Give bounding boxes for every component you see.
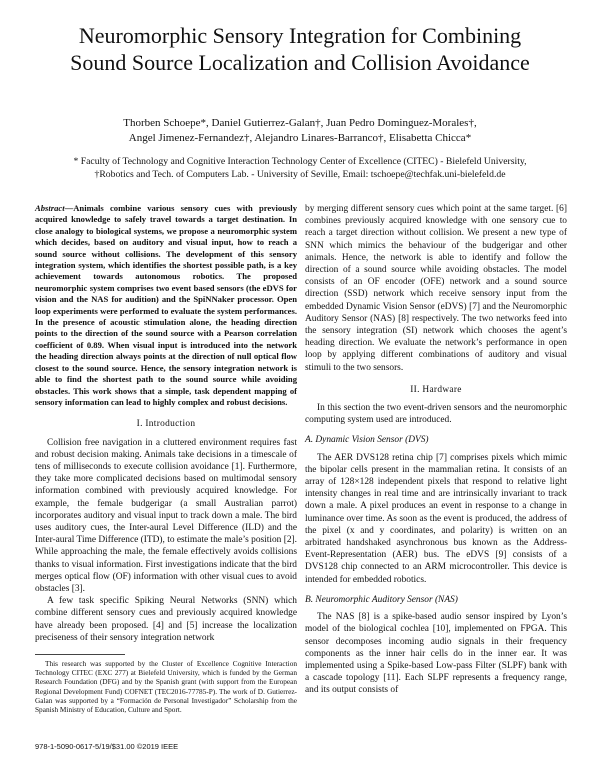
copyright-notice: 978-1-5090-0617-5/19/$31.00 ©2019 IEEE <box>35 742 179 751</box>
dvs-paragraph: The AER DVS128 retina chip [7] comprises pixels which mimic the bipolar cells present in the mammalian retina. It consists of an array of 128×128 independent pixels that respond to relative light intensity changes in real time and are intrinsically invariant to track down a male. A pixel produces an event in response to a change in luminance over time. As soon as the event is produced, the address of the pixel (x and y coordinates, and polarity) is written on an arbitrated handshaked asynchronous bus known as the Address-Event-Representation (AER) bus. The eDVS [9] consists of a DVS128 chip connected to an ARM microcontroller. This device is intended for embedded robotics. <box>305 452 567 585</box>
hardware-paragraph: In this section the two event-driven sensors and the neuromorphic computing system used are introduced. <box>305 403 567 426</box>
affiliation-line-2: †Robotics and Tech. of Computers Lab. - University of Seville, Email: tschoepe@techfak.uni-bielefeld.de <box>94 169 506 180</box>
abstract-label: Abstract <box>35 203 65 213</box>
author-list <box>0 116 600 146</box>
intro-continued-paragraph: by merging different sensory cues which point at the same target. [6] combines previously acquired knowledge with one sensory cue to reach a target direction without collision. We present a new type of SNN which mimics the behaviour of the budgerigar and other animals. Hence, the network is able to identify and follow the direction of a sound source while avoiding obstacles. The model consists of an OF encoder (OFE) network and a sound source direction (SSD) network which receive sensory input from the embedded Dynamic Vision Sensor (eDVS) [7] and the Neuromorphic Auditory Sensor (NAS) [8] respectively. The two networks feed into the sensory integration (SI) network which chooses the agent’s heading direction. We evaluate the network’s performance in open loop by applying different combinations of auditory and visual stimuli to the two sensors. <box>305 204 567 373</box>
subsection-heading-dvs: A. Dynamic Vision Sensor (DVS) <box>305 435 429 446</box>
intro-paragraph-2: A few task specific Spiking Neural Networks (SNN) which combine different sensory cues and previously acquired knowledge have already been proposed. [4] and [5] increase the localization preciseness of their sensory integration network <box>35 596 297 643</box>
affiliations <box>0 155 600 181</box>
abstract-text: —Animals combine various sensory cues with previously acquired knowledge to safely travel towards a target destination. In close analogy to biological systems, we propose a neuromorphic system which decides, based on auditory and visual input, how to reach a sound source without collisions. The development of this sensory integration system, which identifies the shortest possible path, is a key achievement towards autonomous robotics. The proposed neuromorphic system comprises two event based sensors (the eDVS for vision and the NAS for audition) and the SpiNNaker processor. Open loop experiments were performed to evaluate the system performances. In the presence of acoustic stimulation alone, the heading direction points to the direction of the sound source with a Pearson correlation coefficient of 0.89. When visual input is introduced into the network the heading direction always points at the direction of null optical flow closest to the sound source. Hence, the sensory integration network is able to find the shortest path to the sound source while avoiding obstacles. This work shows that a simple, task dependent mapping of sensory information can lead to highly complex and robust decisions. <box>35 203 297 407</box>
intro-paragraph-1: Collision free navigation in a cluttered environment requires fast and robust decision making. Animals take decisions in a timescale of tens of milliseconds to execute collision avoidance [1]. Furthermore, they take more complicated decisions based on multimodal sensory information combined with previously acquired knowledge. For example, the female budgerigar (a small Australian parrot) incorporates auditory and visual input to track down a male. The bird uses auditory cues, the Inter-aural Level Difference (ILD) and the Inter-aural Time Difference (ITD), to estimate the male’s position [2]. While approaching the male, the female effectively avoids collisions thanks to visual information. First investigations indicate that the bird merges optical flow (OF) information with other visual cues to avoid obstacles [3]. <box>35 437 297 594</box>
section-heading-hardware: II. Hardware <box>410 384 462 395</box>
funding-footnote: This research was supported by the Cluster of Excellence Cognitive Interaction Technology CITEC (EXC 277) at Bielefeld University, which is funded by the German Research Foundation (DFG) and by the Spanish grant (with support from the European Regional Development Fund) COFNET (TEC2016-77785-P). The work of D. Gutierrez-Galan was supported by a “Formación de Personal Investigador” Scholarship from the Spanish Ministry of Education, Culture and Sport. <box>35 658 297 714</box>
authors-line-2: Angel Jimenez-Fernandez†, Alejandro Linares-Barranco†, Elisabetta Chicca* <box>128 132 472 144</box>
section-heading-introduction: I. Introduction <box>136 419 196 430</box>
title-line-2: Sound Source Localization and Collision Avoidance <box>70 50 530 75</box>
left-column <box>35 203 297 714</box>
footnote-rule <box>35 654 125 655</box>
abstract <box>35 203 297 408</box>
authors-line-1: Thorben Schoepe*, Daniel Gutierrez-Galan†, Juan Pedro Dominguez-Morales†, <box>123 117 477 129</box>
paper-title <box>0 22 600 76</box>
affiliation-line-1: * Faculty of Technology and Cognitive Interaction Technology Center of Excellence (CITEC) - Bielefeld University, <box>73 156 527 167</box>
subsection-heading-nas: B. Neuromorphic Auditory Sensor (NAS) <box>305 594 458 605</box>
title-line-1: Neuromorphic Sensory Integration for Combining <box>78 23 522 48</box>
nas-paragraph: The NAS [8] is a spike-based audio sensor inspired by Lyon’s model of the biological cochlea [10], implemented on FPGA. This sensor decomposes incoming audio signals in their frequency components as the inner hair cells do in the inner ear. It was implemented using a Spike-based Low-pass Filter (SLPF) bank with a cascade topology [11]. Each SLPF represents a frequency range, and its output consists of <box>305 612 567 696</box>
right-column <box>305 203 567 697</box>
